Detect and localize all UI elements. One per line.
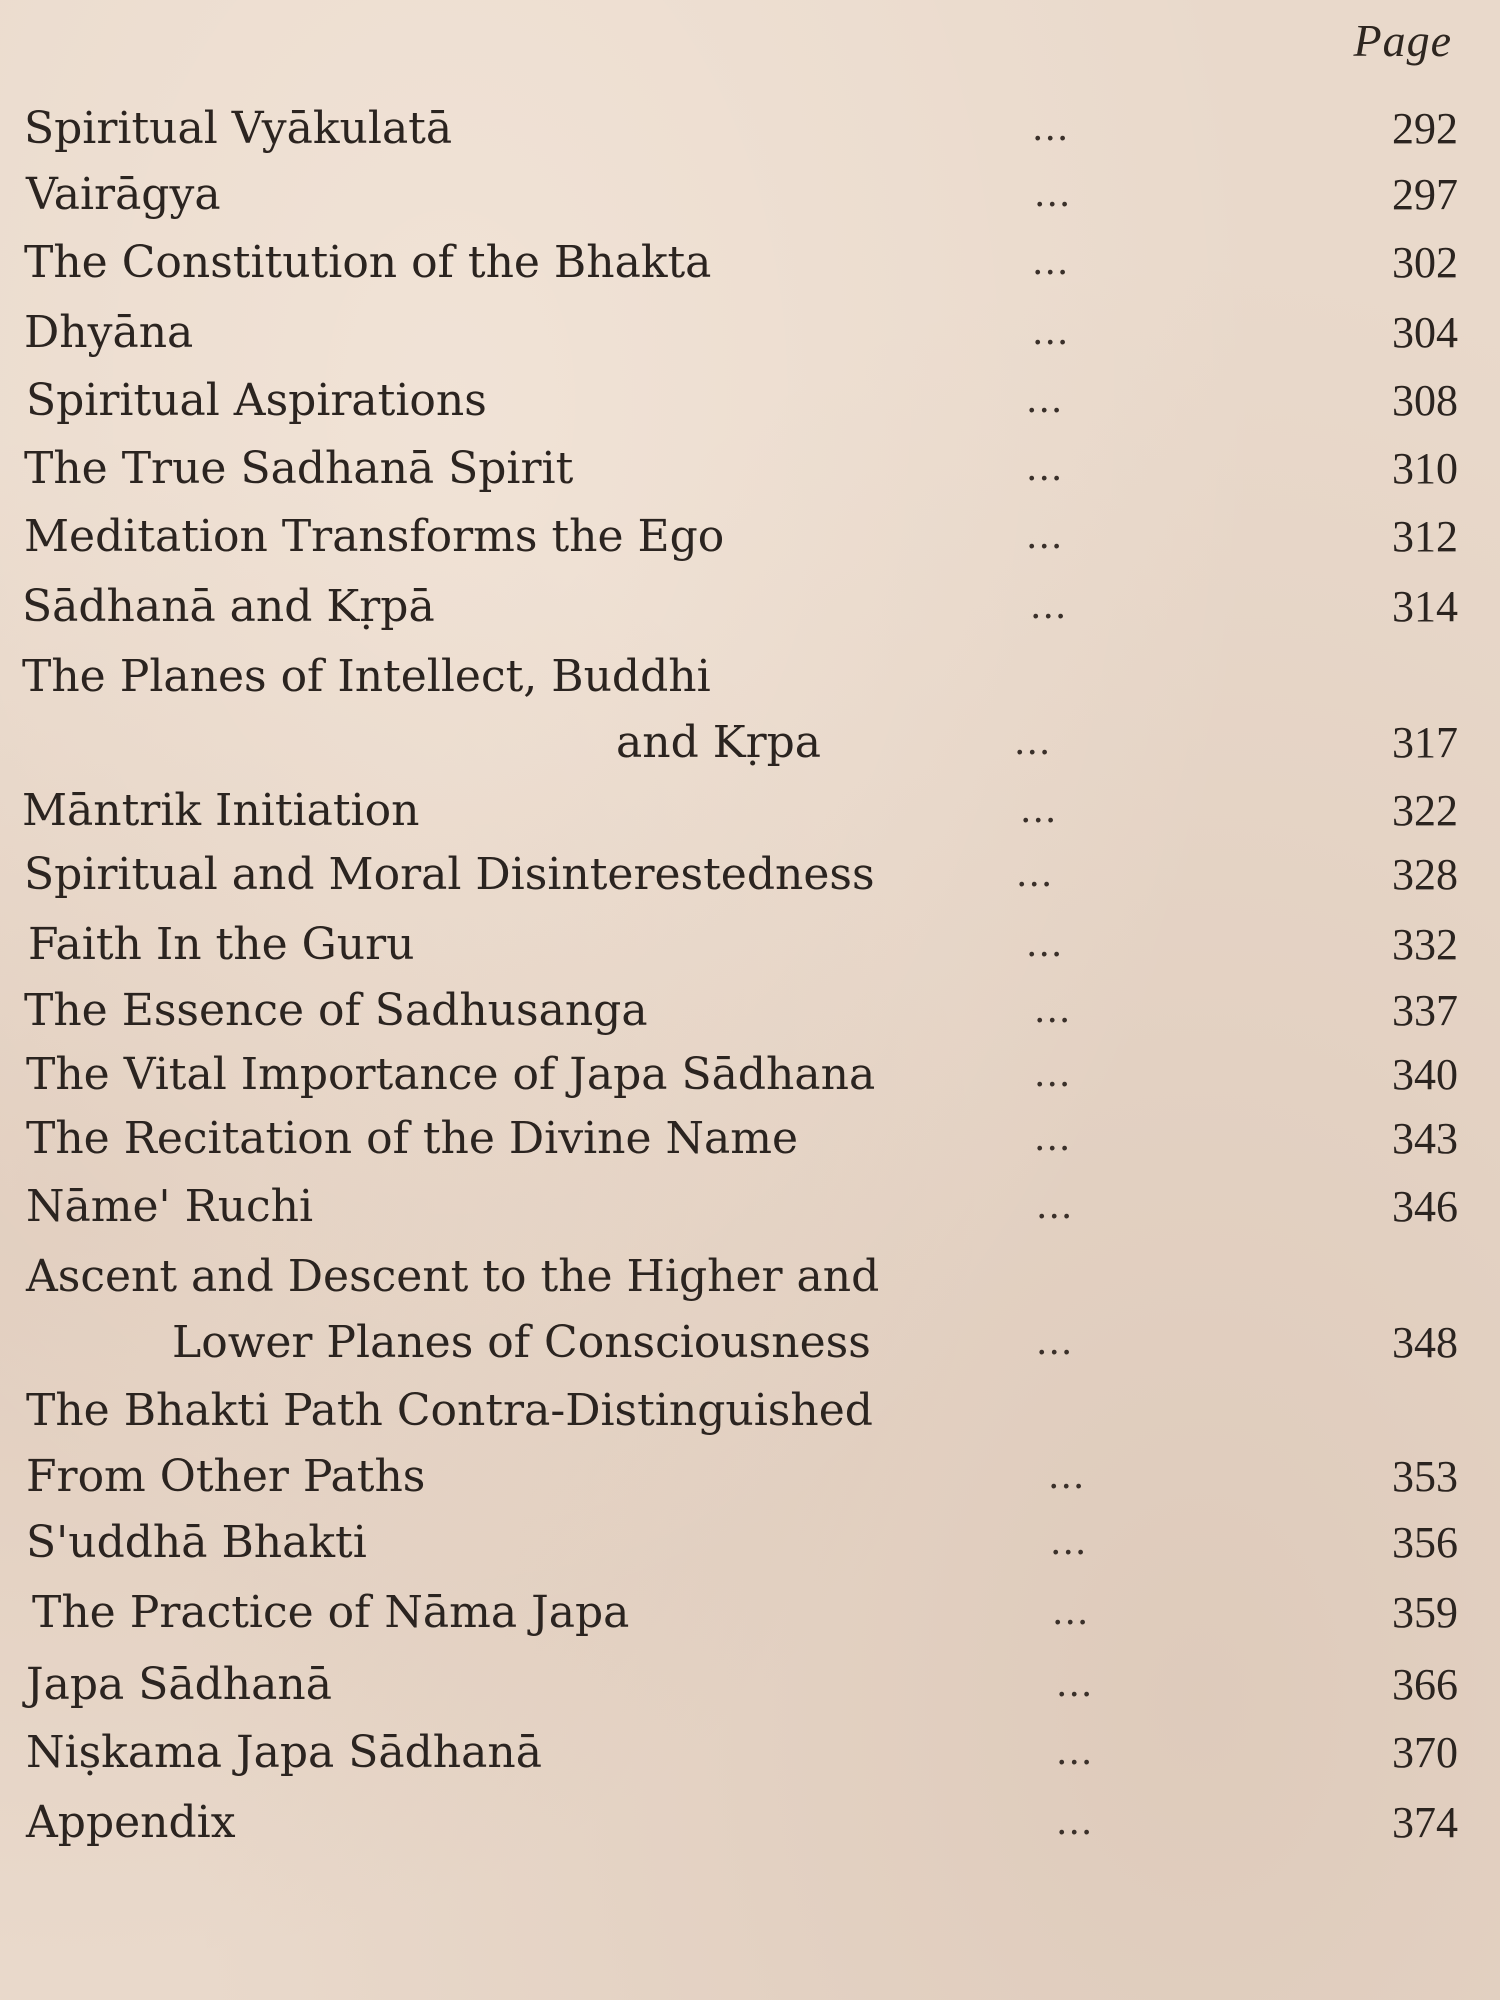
toc-entry-page: 346 [1392, 1182, 1458, 1231]
toc-entry [0, 1174, 1500, 1240]
toc-entry [0, 1510, 1500, 1576]
toc-entry [0, 1790, 1500, 1856]
toc-entry-page: 302 [1392, 238, 1458, 287]
toc-entry-leader: ... [1052, 1592, 1090, 1633]
toc-entry-page: 343 [1392, 1114, 1458, 1163]
toc-entry-title: Meditation Transforms the Ego [24, 511, 725, 562]
toc-entry-leader: ... [1034, 1118, 1072, 1159]
toc-entry [0, 778, 1500, 844]
toc-entry [0, 1580, 1500, 1646]
toc-entry-title: Spiritual Aspirations [26, 375, 487, 426]
toc-entry [0, 368, 1500, 434]
toc-entry [0, 300, 1500, 366]
toc-entry-page: 348 [1392, 1318, 1458, 1367]
toc-entry [0, 978, 1500, 1044]
toc-entry [0, 574, 1500, 640]
toc-entry-title: Dhyāna [24, 307, 194, 358]
toc-entry-leader: ... [1026, 924, 1064, 965]
toc-entry-title: The Constitution of the Bhakta [24, 237, 712, 288]
toc-entry [0, 1042, 1500, 1108]
toc-entry [0, 1106, 1500, 1172]
toc-entry-page: 340 [1392, 1050, 1458, 1099]
toc-entry-leader: ... [1048, 1456, 1086, 1497]
toc-entry-title: From Other Paths [26, 1451, 426, 1502]
toc-entry-title: The True Sadhanā Spirit [24, 443, 574, 494]
toc-entry-continuation [0, 1310, 1500, 1376]
toc-entry-page: 297 [1392, 170, 1458, 219]
toc-entry-page: 310 [1392, 444, 1458, 493]
toc-entry-leader: ... [1026, 380, 1064, 421]
toc-entry-continuation [0, 1444, 1500, 1510]
toc-entry-leader: ... [1032, 312, 1070, 353]
toc-entry-leader: ... [1026, 448, 1064, 489]
toc-entry-page: 359 [1392, 1588, 1458, 1637]
toc-entry-title: Vairāgya [26, 169, 221, 220]
toc-entry-page: 366 [1392, 1660, 1458, 1709]
toc-entry-title: Spiritual Vyākulatā [24, 103, 453, 154]
toc-entry-continuation [0, 710, 1500, 776]
toc-entry-leader: ... [1034, 1054, 1072, 1095]
toc-entry-leader: ... [1032, 242, 1070, 283]
toc-entry-title: Lower Planes of Consciousness [172, 1317, 871, 1368]
toc-entry-leader: ... [1034, 174, 1072, 215]
toc-entry-title: The Planes of Intellect, Buddhi [22, 651, 711, 702]
toc-entry [0, 436, 1500, 502]
toc-entry-title: Niṣkama Japa Sādhanā [26, 1727, 542, 1778]
toc-entry-page: 317 [1392, 718, 1458, 767]
toc-entry [0, 842, 1500, 908]
toc-entry-title: Appendix [26, 1797, 236, 1848]
toc-entry [0, 162, 1500, 228]
toc-entry-title: The Practice of Nāma Japa [32, 1587, 630, 1638]
toc-entry-leader: ... [1036, 1322, 1074, 1363]
toc-entry-page: 322 [1392, 786, 1458, 835]
toc-entry-leader: ... [1026, 516, 1064, 557]
toc-entry-page: 370 [1392, 1728, 1458, 1777]
toc-entry [0, 504, 1500, 570]
toc-entry-page: 328 [1392, 850, 1458, 899]
toc-entry-title: Sādhanā and Kṛpā [22, 581, 435, 632]
toc-entry-page: 337 [1392, 986, 1458, 1035]
toc-entry-page: 356 [1392, 1518, 1458, 1567]
toc-entry [0, 1244, 1500, 1310]
toc-entry-page: 353 [1392, 1452, 1458, 1501]
toc-entry-title: Nāme' Ruchi [26, 1181, 314, 1232]
toc-entry-leader: ... [1036, 1186, 1074, 1227]
toc-entry-leader: ... [1032, 108, 1070, 149]
toc-entry-title: and Kṛpa [616, 717, 822, 768]
toc-entry-page: 314 [1392, 582, 1458, 631]
toc-entry-title: Māntrik Initiation [22, 785, 420, 836]
toc-entry-title: Faith In the Guru [28, 919, 415, 970]
toc-entry-title: Spiritual and Moral Disinterestedness [24, 849, 875, 900]
toc-entry-title: The Essence of Sadhusanga [24, 985, 648, 1036]
page-column-heading: Page [1353, 15, 1452, 66]
toc-entry-title: The Recitation of the Divine Name [26, 1113, 799, 1164]
toc-entry-page: 304 [1392, 308, 1458, 357]
toc-entry-page: 312 [1392, 512, 1458, 561]
toc-entry-page: 308 [1392, 376, 1458, 425]
toc-entry-page: 292 [1392, 104, 1458, 153]
toc-entry-leader: ... [1030, 586, 1068, 627]
toc-entry-leader: ... [1014, 722, 1052, 763]
toc-entry-title: Ascent and Descent to the Higher and [26, 1251, 880, 1302]
toc-entry-leader: ... [1056, 1664, 1094, 1705]
toc-entry [0, 1378, 1500, 1444]
toc-entry [0, 1720, 1500, 1786]
toc-entry [0, 96, 1500, 162]
toc-entry [0, 230, 1500, 296]
toc-entry-leader: ... [1034, 990, 1072, 1031]
toc-entry-page: 374 [1392, 1798, 1458, 1847]
toc-entry-leader: ... [1056, 1732, 1094, 1773]
toc-entry [0, 912, 1500, 978]
toc-entry-title: The Bhakti Path Contra-Distinguished [26, 1385, 873, 1436]
toc-entry-page: 332 [1392, 920, 1458, 969]
toc-entry-title: S'uddhā Bhakti [26, 1517, 367, 1568]
toc-entry-leader: ... [1056, 1802, 1094, 1843]
toc-entry [0, 1652, 1500, 1718]
toc-entry-leader: ... [1050, 1522, 1088, 1563]
toc-entry-title: The Vital Importance of Japa Sādhana [26, 1049, 876, 1100]
toc-entry [0, 644, 1500, 710]
toc-entry-leader: ... [1020, 790, 1058, 831]
toc-entry-leader: ... [1016, 854, 1054, 895]
toc-entry-title: Japa Sādhanā [26, 1659, 332, 1710]
